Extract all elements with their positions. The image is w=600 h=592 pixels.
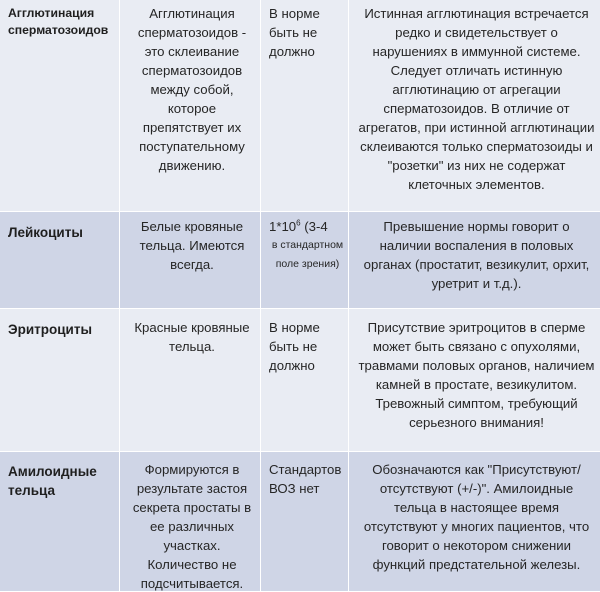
indicator-name: Амилоидные тельца xyxy=(8,464,97,498)
indicator-name: Агглютинация сперматозоидов xyxy=(8,6,109,37)
description-cell xyxy=(120,0,261,211)
norm-text: Стандартов ВОЗ нет xyxy=(269,462,342,496)
norm-subtext: в стандартном поле зрения) xyxy=(271,239,344,270)
indicator-cell xyxy=(0,0,120,211)
table-row xyxy=(0,0,600,212)
norm-cell xyxy=(261,0,349,211)
indicator-name: Лейкоциты xyxy=(8,225,83,240)
norm-cell xyxy=(261,452,349,591)
norm-text: В норме быть не должно xyxy=(269,320,320,373)
norm-base: 1*10 xyxy=(269,219,297,234)
indicator-name: Эритроциты xyxy=(8,322,92,337)
description-text: Белые кровяные тельца. Имеются всегда. xyxy=(139,219,245,272)
description-cell xyxy=(120,309,261,451)
note-cell xyxy=(349,452,600,591)
norm-cell xyxy=(261,309,349,451)
table-row xyxy=(0,212,600,309)
description-text: Красные кровяные тельца. xyxy=(134,320,250,354)
norm-text: В норме быть не должно xyxy=(269,6,320,59)
description-text: Агглютинация сперматозоидов - это склеивание сперматозоидов между собой, которое препятствует их поступательному движению. xyxy=(137,6,247,173)
norm-exponent: 6 xyxy=(296,218,301,228)
note-text: Истинная агглютинация встречается редко и свидетельствует о нарушениях в иммунной системе. Следует отличать истинную агглютинацию от агрегации сперматозоидов. В отличие от агрегатов, при истинной агглютинации склеиваются только сперматозоиды и "розетки" из них не содержат клеточных элементов. xyxy=(358,6,595,192)
indicator-cell xyxy=(0,452,120,591)
note-cell xyxy=(349,0,600,211)
norm-tail: (3-4 xyxy=(300,219,328,234)
indicator-cell xyxy=(0,212,120,308)
table-row xyxy=(0,309,600,452)
table-row xyxy=(0,452,600,592)
note-cell xyxy=(349,212,600,308)
note-text: Превышение нормы говорит о наличии воспаления в половых органах (простатит, везикулит, орхит, уретрит и т.д.). xyxy=(363,219,590,291)
description-text: Формируются в результате застоя секрета простаты в ее различных участках. Количество не подсчитывается. xyxy=(132,462,252,591)
description-cell xyxy=(120,452,261,591)
norm-cell xyxy=(261,212,349,308)
note-text: Присутствие эритроцитов в сперме может быть связано с опухолями, травмами половых органов, наличием камней в простате, везикулитом. Тревожный симптом, требующий серьезного внимания! xyxy=(358,320,595,430)
note-cell xyxy=(349,309,600,451)
description-cell xyxy=(120,212,261,308)
norm-value xyxy=(269,217,346,236)
indicator-cell xyxy=(0,309,120,451)
note-text: Обозначаются как "Присутствуют/отсутствуют (+/-)". Амилоидные тельца в настоящее время отсутствуют у многих пациентов, что говорит о некотором снижении функций предстательной железы. xyxy=(363,462,590,572)
